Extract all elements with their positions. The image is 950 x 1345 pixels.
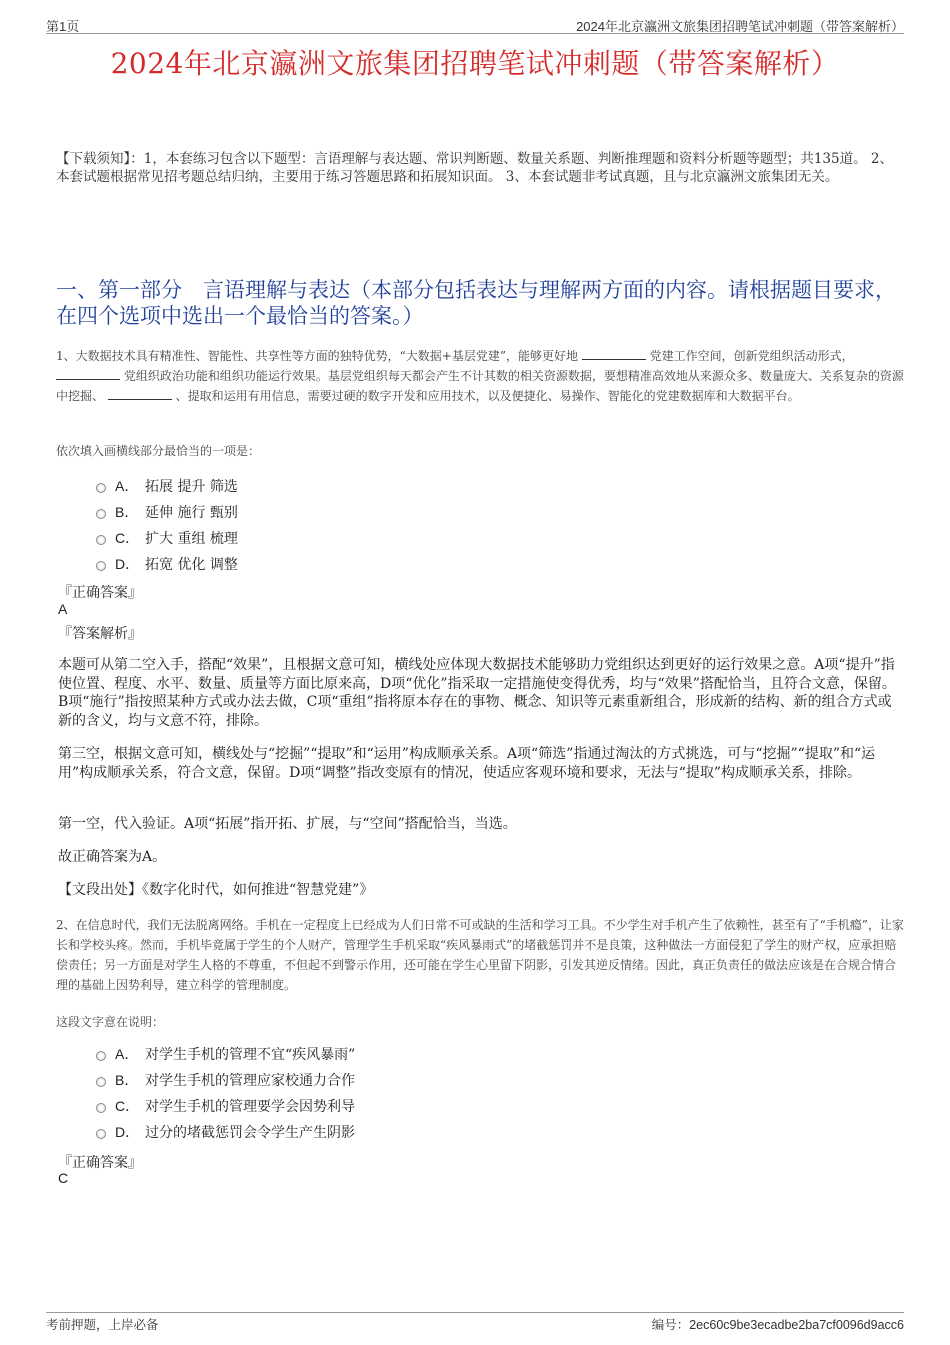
question-2-text: 2、在信息时代，我们无法脱离网络。手机在一定程度上已经成为人们日常不可或缺的生活和学习工具。不少学生对手机产生了依赖性，甚至有了“手机瘾”，让家长和学校头疼。然而，手机毕竟属于学生的个人财产，管理学生手机采取“疾风暴雨式”的堵截惩罚并不是良策，这种做法一方面侵犯了学生的财产权，应承担赔偿责任；另一方面是对学生人格的不尊重，不但起不到警示作用，还可能在学生心里留下阴影，引发其逆反情绪。因此，真正负责任的做法应该是在合规合情合理的基础上因势利导，建立科学的管理制度。 <box>56 918 904 992</box>
correct-answer: A <box>58 601 68 617</box>
option-b[interactable]: B． 延伸 施行 甄别 <box>96 499 238 525</box>
option-a[interactable]: A． 对学生手机的管理不宜“疾风暴雨” <box>96 1041 355 1067</box>
answer-label: 『正确答案』 <box>58 585 142 601</box>
option-d[interactable]: D． 拓宽 优化 调整 <box>96 551 238 577</box>
analysis-paragraph: 第一空，代入验证。A项“拓展”指开拓、扩展，与“空间”搭配恰当，当选。 <box>58 816 517 832</box>
page-footer <box>46 1312 904 1334</box>
option-c[interactable]: C． 对学生手机的管理要学会因势利导 <box>96 1093 355 1119</box>
header-doc-title: 2024年北京瀛洲文旅集团招聘笔试冲刺题（带答案解析） <box>576 19 904 34</box>
analysis-paragraph: 第三空，根据文意可知，横线处与“挖掘”“提取”和“运用”构成顺承关系。A项“筛选”指通过淘汰的方式挑选，可与“挖掘”“提取”和“运用”构成顺承关系，符合文意，保留。D项“调整”指改变原有的情况，使适应客观环境和要求，无法与“提取”构成顺承关系，排除。 <box>58 746 876 781</box>
section-heading: 一、第一部分 言语理解与表达（本部分包括表达与理解两方面的内容。请根据题目要求，在四个选项中选出一个最恰当的答案。） <box>56 278 896 328</box>
analysis-paragraph: 本题可从第二空入手，搭配“效果”，且根据文意可知，横线处应体现大数据技术能够助力党组织达到更好的运行效果之意。A项“提升”指使位置、程度、水平、数量、质量等方面比原来高，D项“优化”指采取一定措施使变得优秀，均与“效果”搭配恰当，且符合文意，保留。B项“施行”指按照某种方式或办法去做，C项“重组”指将原本存在的事物、概念、知识等元素重新组合，形成新的结构、新的组合方式或新的含义，均与文意不符，排除。 <box>58 657 896 729</box>
page-header <box>46 14 904 34</box>
option-c[interactable]: C． 扩大 重组 梳理 <box>96 525 238 551</box>
footer-serial: 编号：2ec60c9be3ecadbe2ba7cf0096d9acc6 <box>651 1318 904 1332</box>
option-a[interactable]: A． 拓展 提升 筛选 <box>96 473 238 499</box>
option-b[interactable]: B． 对学生手机的管理应家校通力合作 <box>96 1067 355 1093</box>
document-title: 2024年北京瀛洲文旅集团招聘笔试冲刺题（带答案解析） <box>110 47 840 80</box>
question-2-prompt: 这段文字意在说明： <box>56 1015 165 1029</box>
radio-icon[interactable] <box>96 1051 106 1061</box>
radio-icon[interactable] <box>96 483 106 493</box>
analysis-conclusion: 故正确答案为A。 <box>58 849 167 865</box>
question-1-prompt: 依次填入画横线部分最恰当的一项是： <box>56 444 261 458</box>
blank-3 <box>108 388 172 400</box>
correct-answer: C <box>58 1170 69 1186</box>
radio-icon[interactable] <box>96 1103 106 1113</box>
analysis-label: 『答案解析』 <box>58 626 142 642</box>
answer-label: 『正确答案』 <box>58 1155 142 1171</box>
radio-icon[interactable] <box>96 1077 106 1087</box>
radio-icon[interactable] <box>96 509 106 519</box>
question-1-text: 1、大数据技术具有精准性、智能性、共享性等方面的独特优势，“大数据+基层党建”，能够更好地 党建工作空间，创新党组织活动形式， 党组织政治功能和组织功能运行效果。基层党组织每天都会产生不计其数的相关资源数据，要想精准高效地从来源众多、数量庞大、关系复杂的资源中挖掘、 、提取和运用有用信息，需要过硬的数字开发和应用技术，以及便捷化、易操作、智能化的党建数据库和大数据平台。 <box>56 349 904 403</box>
footer-slogan: 考前押题，上岸必备 <box>46 1317 159 1332</box>
download-notice: 【下载须知】：1，本套练习包含以下题型：言语理解与表达题、常识判断题、数量关系题、判断推理题和资料分析题等题型；共135道。 2、本套试题根据常见招考题总结归纳，主要用于练习答题思路和拓展知识面。 3、本套试题非考试真题，且与北京瀛洲文旅集团无关。 <box>56 151 893 185</box>
text-source: 【文段出处】《数字化时代，如何推进“智慧党建”》 <box>58 882 374 898</box>
blank-1 <box>582 348 646 360</box>
radio-icon[interactable] <box>96 1129 106 1139</box>
question-1-options <box>96 473 238 577</box>
radio-icon[interactable] <box>96 535 106 545</box>
radio-icon[interactable] <box>96 561 106 571</box>
question-2-options <box>96 1041 355 1145</box>
option-d[interactable]: D． 过分的堵截惩罚会令学生产生阴影 <box>96 1119 355 1145</box>
page-number: 第1页 <box>46 19 80 34</box>
blank-2 <box>56 368 120 380</box>
